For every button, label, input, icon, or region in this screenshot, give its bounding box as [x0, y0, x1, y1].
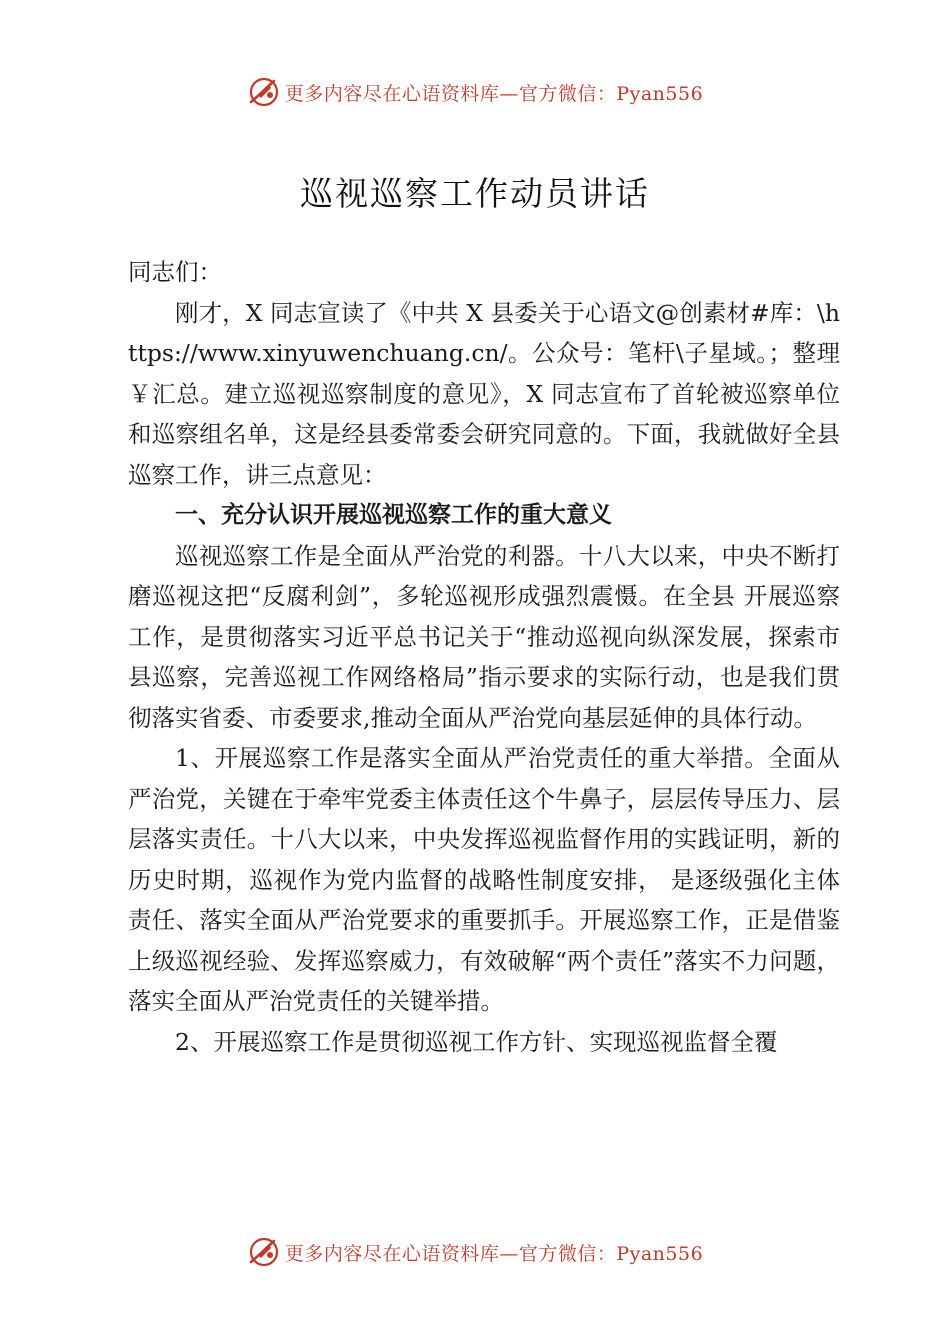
paragraph-point-1: 1、开展巡察工作是落实全面从严治党责任的重大举措。全面从严治党，关键在于牵牢党委主体责任这个牛鼻子，层层传导压力、层层落实责任。十八大以来，中央发挥巡视监督作用的实践证明，新的历史时期，巡视作为党内监督的战略性制度安排， 是逐级强化主体责任、落实全面从严治党要求的重要抓手。开展巡察工作，正是借鉴上级巡视经验、发挥巡察威力，有效破解“两个责任”落实不力问题，落实全面从严治党责任的关键举措。 [128, 744, 840, 1015]
pen-nib-logo-icon [247, 75, 281, 109]
footer-banner-text: 更多内容尽在心语资料库—官方微信：Pyan556 [284, 1242, 704, 1265]
paragraph-intro: 刚才，X 同志宣读了《中共 X 县委关于心语文@创素材#库：\https://www.xinyuwenchuang.cn/。公众号：笔杆\子星域。；整理￥汇总。建立巡视巡察制度的意见》，X 同志宣布了首轮被巡察单位和巡察组名单，这是经县委常委会研究同意的。下面，我就做好全县巡察工作，讲三点意见： [128, 298, 840, 489]
salutation: 同志们： [128, 258, 222, 286]
section-heading-1: 一、充分认识开展巡视巡察工作的重大意义 [175, 502, 612, 528]
pen-nib-logo-icon [247, 1235, 281, 1269]
header-banner [0, 70, 950, 114]
paragraph-point-2: 2、开展巡察工作是贯彻巡视工作方针、实现巡视监督全覆 [175, 1027, 778, 1056]
header-banner-text: 更多内容尽在心语资料库—官方微信：Pyan556 [284, 82, 704, 105]
paragraph-significance: 巡视巡察工作是全面从严治党的利器。十八大以来，中央不断打磨巡视这把“反腐利剑”，多轮巡视形成强烈震慑。在全县 开展巡察工作，是贯彻落实习近平总书记关于“推动巡视向纵深发展，探索市县巡察，完善巡视工作网络格局”指示要求的实际行动，也是我们贯彻落实省委、市委要求,推动全面从严治党向基层延伸的具体行动。 [128, 541, 840, 732]
footer-banner [0, 1230, 950, 1274]
document-title: 巡视巡察工作动员讲话 [300, 174, 650, 213]
document-body [128, 252, 840, 1062]
